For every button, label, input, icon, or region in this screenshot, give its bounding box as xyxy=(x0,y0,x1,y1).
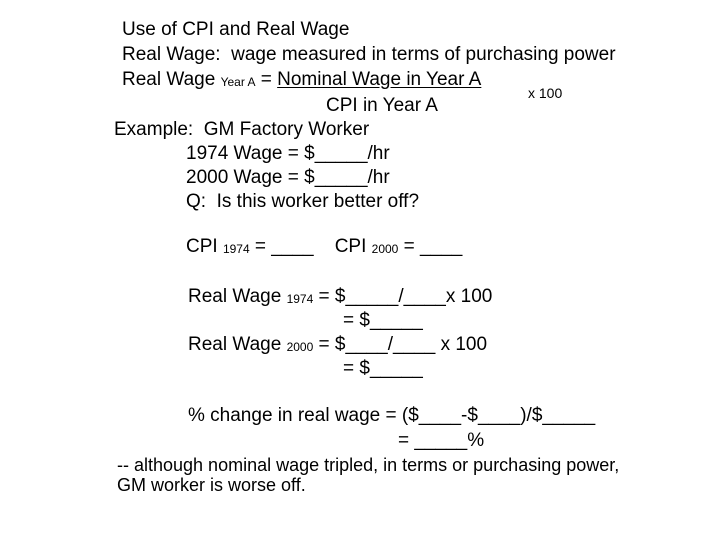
example-wage-1974: 1974 Wage = $_____/hr xyxy=(186,143,390,164)
formula-denominator: CPI in Year A xyxy=(326,95,438,116)
example-question: Q: Is this worker better off? xyxy=(186,191,420,212)
cpi-1974-subscript: 1974 xyxy=(222,242,250,256)
formula-lhs-subscript: Year A xyxy=(220,75,256,89)
cpi-line xyxy=(186,236,462,260)
real-wage-definition: Real Wage: wage measured in terms of purchasing power xyxy=(122,44,616,65)
real-wage-1974-result: = $_____ xyxy=(343,310,423,331)
formula-numerator: Nominal Wage in Year A xyxy=(277,69,482,90)
real-wage-2000-formula: = $____/____ x 100 xyxy=(313,334,488,355)
formula-lhs: Real Wage xyxy=(122,69,221,90)
conclusion-line-2: GM worker is worse off. xyxy=(117,475,306,495)
real-wage-2000-result: = $_____ xyxy=(343,358,423,379)
example-wage-2000: 2000 Wage = $_____/hr xyxy=(186,167,390,188)
real-wage-1974-line xyxy=(188,286,492,310)
real-wage-2000-subscript: 2000 xyxy=(286,340,314,354)
cpi-1974-label: CPI xyxy=(186,236,223,257)
cpi-2000-subscript: 2000 xyxy=(371,242,399,256)
example-heading: Example: GM Factory Worker xyxy=(114,119,370,140)
pct-change-result: = _____% xyxy=(398,430,485,451)
real-wage-1974-formula: = $_____/____x 100 xyxy=(313,286,493,307)
formula-equals: = xyxy=(255,69,278,90)
real-wage-2000-label: Real Wage xyxy=(188,334,287,355)
formula-multiplier: x 100 xyxy=(528,85,563,101)
slide-title: Use of CPI and Real Wage xyxy=(122,19,350,40)
conclusion-line-1: -- although nominal wage tripled, in terms or purchasing power, xyxy=(117,455,620,475)
formula-numerator-line xyxy=(122,69,481,93)
real-wage-1974-subscript: 1974 xyxy=(286,292,314,306)
cpi-1974-blank: = ____ xyxy=(249,236,314,257)
real-wage-1974-label: Real Wage xyxy=(188,286,287,307)
cpi-2000-label: CPI xyxy=(334,236,372,257)
cpi-2000-blank: = ____ xyxy=(398,236,463,257)
real-wage-2000-line xyxy=(188,334,487,358)
pct-change-line: % change in real wage = ($____-$____)/$_____ xyxy=(188,405,596,426)
